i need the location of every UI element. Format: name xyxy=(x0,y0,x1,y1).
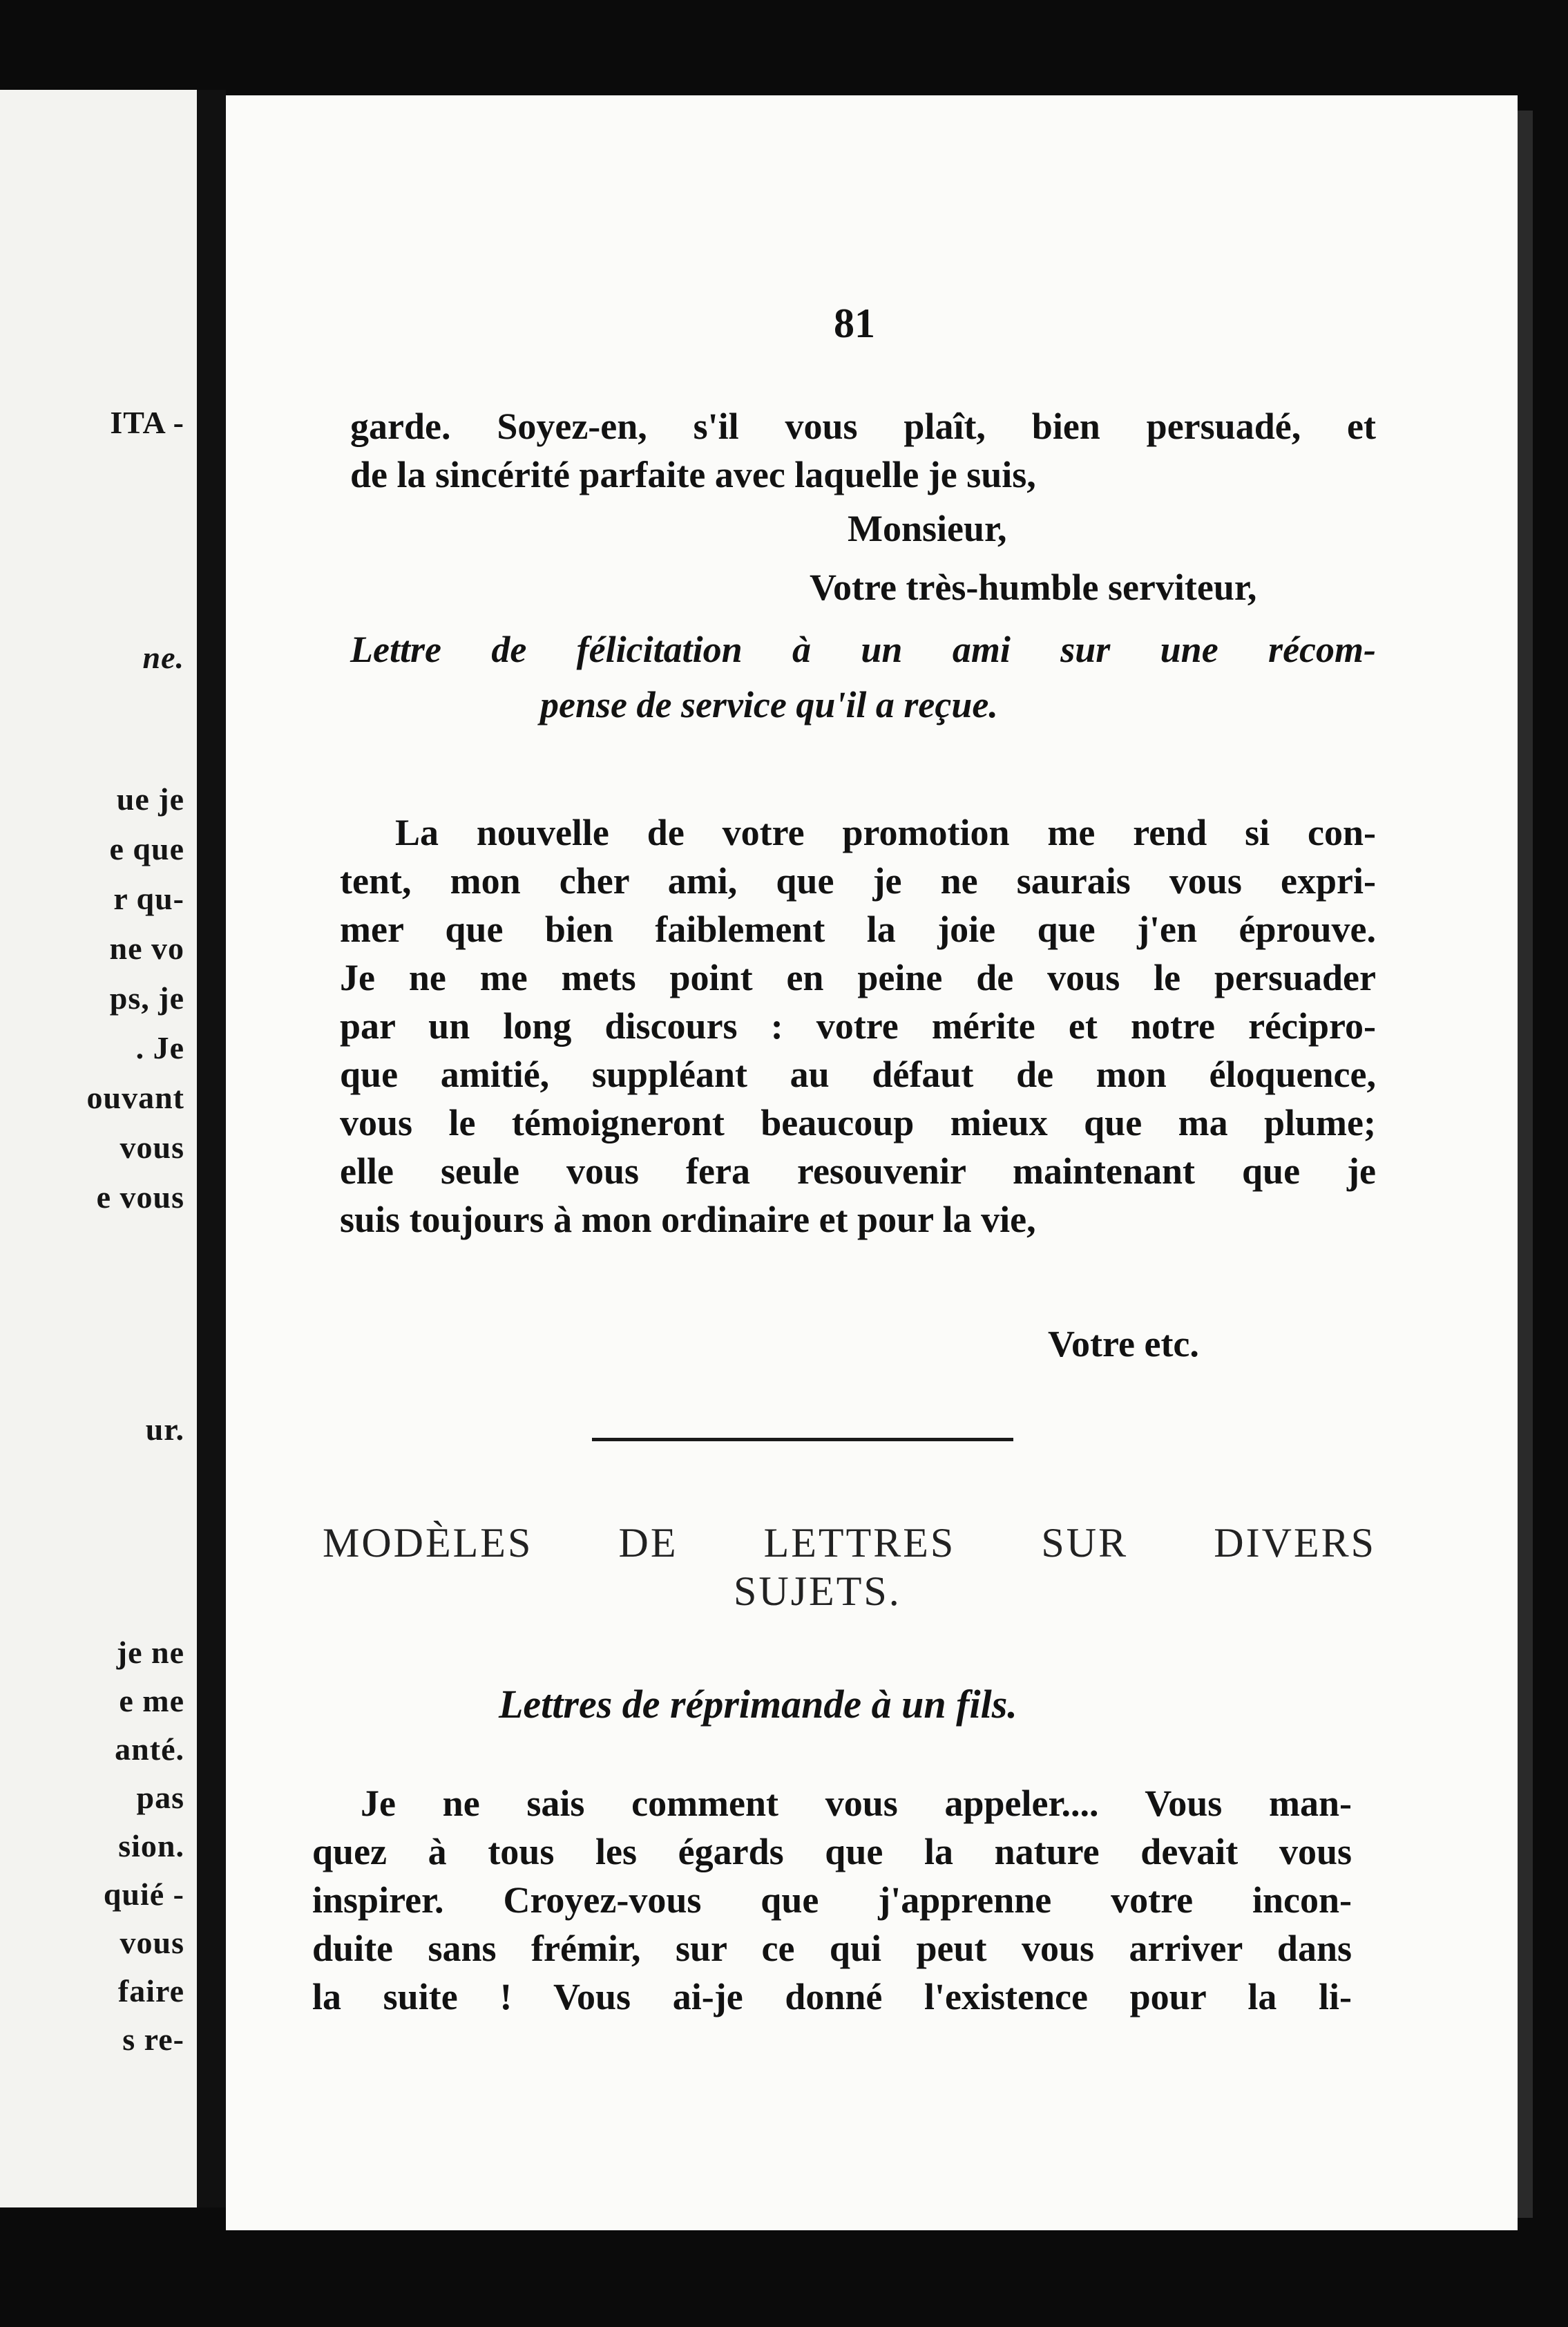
letter-signature: Votre etc. xyxy=(1048,1323,1199,1365)
paragraph-line: Je ne me mets point en peine de vous le persuader xyxy=(340,957,1376,998)
paragraph-line: mer que bien faiblement la joie que j'en éprouve. xyxy=(340,909,1376,950)
left-page-line: ITA - xyxy=(110,405,184,440)
left-page-line: ue je xyxy=(116,781,184,817)
left-page-line: vous xyxy=(119,1925,184,1960)
left-page-line: vous xyxy=(119,1130,184,1165)
left-page-line: ouvant xyxy=(86,1080,184,1115)
paragraph-line: vous le témoigneront beaucoup mieux que ma plume; xyxy=(340,1102,1376,1143)
left-page-line: sion. xyxy=(118,1828,184,1863)
section-divider xyxy=(592,1438,1013,1441)
left-page-line: ne vo xyxy=(109,931,184,966)
page-edge-shadow xyxy=(1518,111,1533,2218)
letter-title: pense de service qu'il a reçue. xyxy=(540,684,998,725)
paragraph-line: duite sans frémir, sur ce qui peut vous arriver dans xyxy=(312,1928,1352,1969)
left-page-line: quié - xyxy=(103,1877,184,1912)
letter-title: Lettres de réprimande à un fils. xyxy=(499,1682,1017,1727)
paragraph-line: que amitié, suppléant au défaut de mon éloquence, xyxy=(340,1054,1376,1095)
left-page-line: pas xyxy=(136,1780,184,1815)
left-page-line: faire xyxy=(117,1973,184,2008)
paragraph-line: La nouvelle de votre promotion me rend si con- xyxy=(395,812,1376,853)
letter-salutation: Monsieur, xyxy=(848,508,1007,549)
paragraph-line: Je ne sais comment vous appeler.... Vous man- xyxy=(361,1783,1352,1824)
left-page-line: r qu- xyxy=(113,881,184,916)
paragraph-line: de la sincérité parfaite avec laquelle je suis, xyxy=(350,454,1036,495)
left-page-fragment xyxy=(0,90,197,2207)
left-page-line: e me xyxy=(119,1683,184,1718)
paragraph-line: garde. Soyez-en, s'il vous plaît, bien persuadé, et xyxy=(350,406,1376,447)
left-page-line: ne. xyxy=(142,640,184,675)
left-page-line: s re- xyxy=(122,2022,184,2057)
left-page-line: je ne xyxy=(116,1635,184,1670)
letter-title: Lettre de félicitation à un ami sur une récom- xyxy=(350,629,1376,670)
left-page-line: ur. xyxy=(145,1412,184,1447)
paragraph-line: elle seule vous fera resouvenir maintenant que je xyxy=(340,1150,1376,1192)
paragraph-line: quez à tous les égards que la nature devait vous xyxy=(312,1831,1352,1872)
paragraph-line: tent, mon cher ami, que je ne saurais vous expri- xyxy=(340,860,1376,902)
section-heading: SUJETS. xyxy=(734,1568,901,1614)
left-page-line: ps, je xyxy=(109,980,184,1016)
left-page-line: e que xyxy=(109,831,184,866)
paragraph-line: par un long discours : votre mérite et notre récipro- xyxy=(340,1005,1376,1047)
letter-closing: Votre très-humble serviteur, xyxy=(810,567,1257,608)
right-page xyxy=(226,95,1518,2230)
section-heading: MODÈLES DE LETTRES SUR DIVERS xyxy=(323,1520,1376,1566)
page-number: 81 xyxy=(834,301,875,346)
paragraph-line: inspirer. Croyez-vous que j'apprenne votre incon- xyxy=(312,1879,1352,1921)
left-page-line: . Je xyxy=(135,1030,184,1065)
left-page-line: e vous xyxy=(96,1179,184,1215)
left-page-line: anté. xyxy=(115,1731,184,1767)
paragraph-line: la suite ! Vous ai-je donné l'existence pour la li- xyxy=(312,1976,1352,2017)
book-gutter xyxy=(197,90,226,2207)
paragraph-line: suis toujours à mon ordinaire et pour la vie, xyxy=(340,1199,1036,1240)
